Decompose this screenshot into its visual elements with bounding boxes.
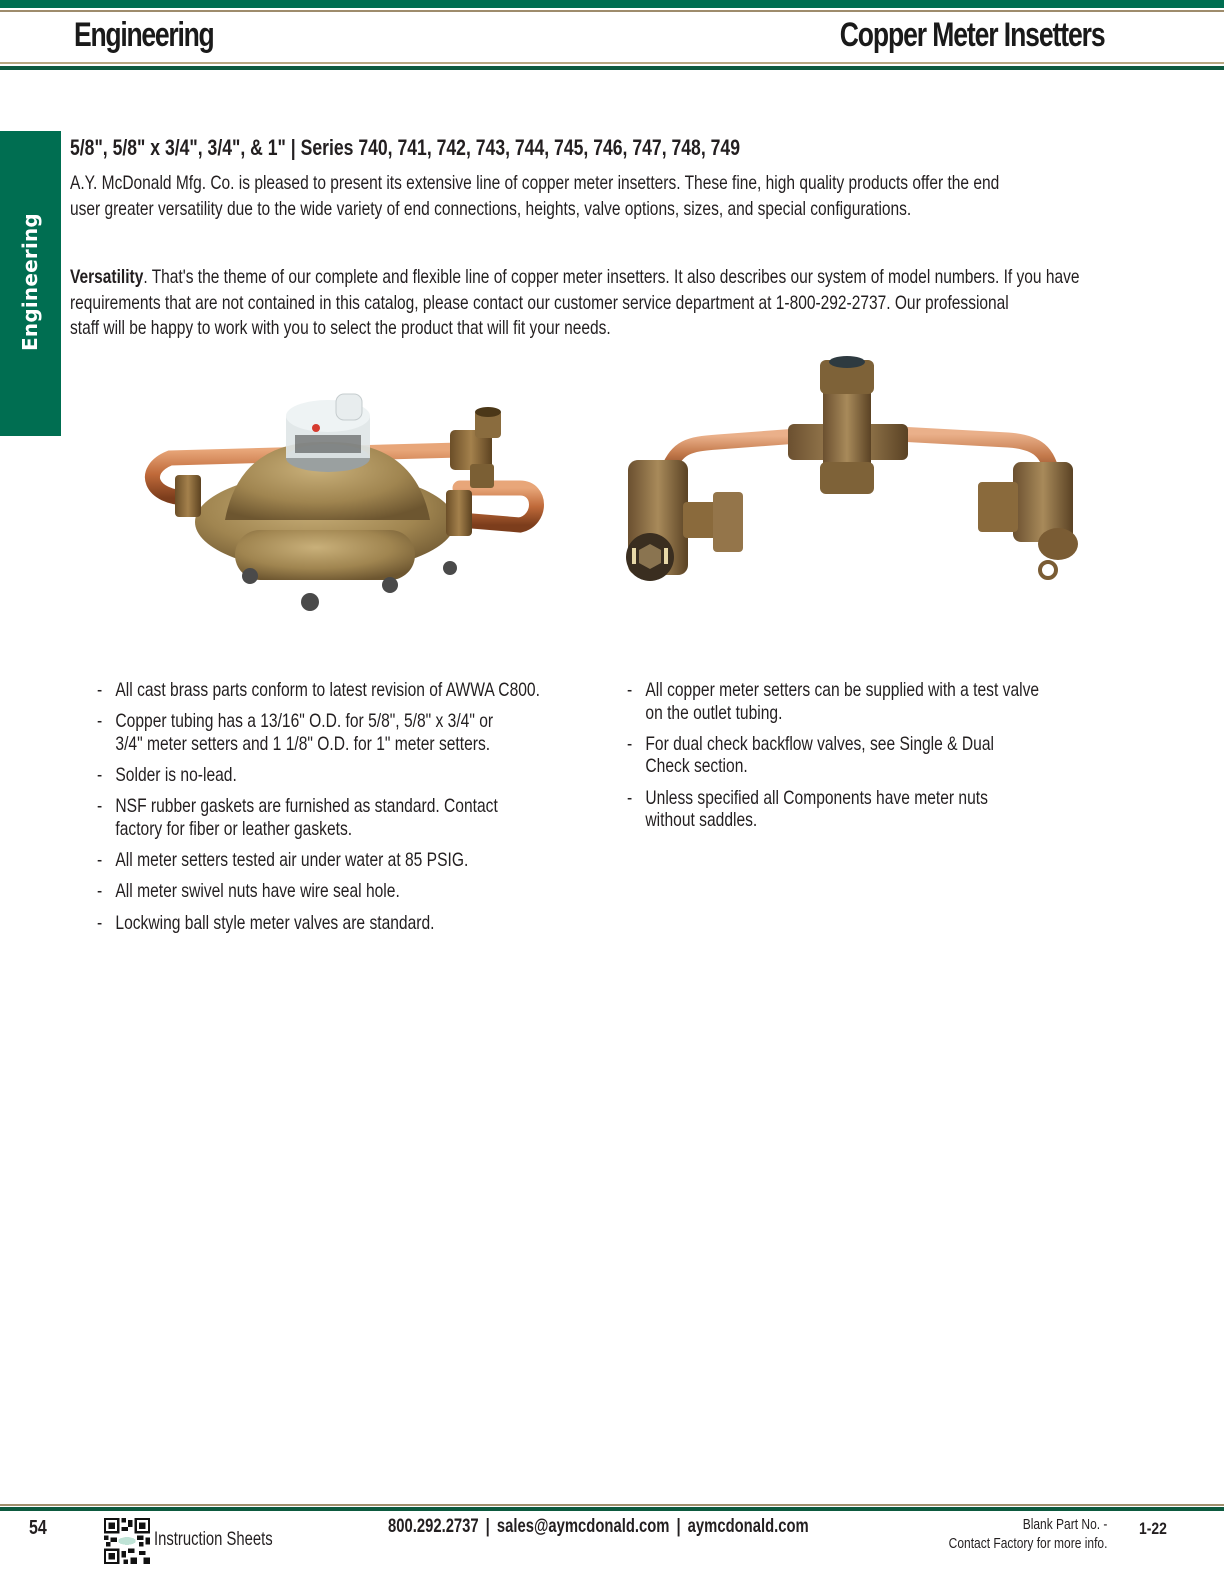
versatility-line bbox=[70, 265, 1105, 291]
bullet-dash: - bbox=[97, 795, 103, 818]
feature-list-right bbox=[627, 679, 1039, 840]
feature-item: - All meter setters tested air under water at 85 PSIG. bbox=[97, 849, 469, 872]
header-tan-rule bbox=[0, 10, 1224, 12]
bullet-dash: - bbox=[97, 764, 103, 787]
bullet-dash: - bbox=[627, 732, 633, 755]
feature-item: - Copper tubing has a 13/16" O.D. for 5/8", 5/8" x 3/4" or 3/4" meter setters and 1 1/8" O.D. for 1" meter setters. bbox=[97, 710, 494, 755]
feature-item: - Unless specified all Components have meter nuts without saddles. bbox=[627, 786, 988, 832]
feature-item: - All meter swivel nuts have wire seal hole. bbox=[97, 880, 400, 903]
intro-line: A.Y. McDonald Mfg. Co. is pleased to present its extensive line of copper meter insetters. These fine, high quality products offer the end bbox=[70, 172, 1000, 194]
feature-item: - All cast brass parts conform to latest revision of AWWA C800. bbox=[97, 679, 540, 701]
series-title: 5/8", 5/8" x 3/4", 3/4", & 1" | Series 740, 741, 742, 743, 744, 745, 746, 747, 748, 749 bbox=[70, 135, 740, 160]
feature-item: - NSF rubber gaskets are furnished as standard. Contact factory for fiber or leather gaskets. bbox=[97, 795, 498, 840]
bullet-dash: - bbox=[97, 849, 103, 872]
meter-insetter-with-valves-image bbox=[608, 352, 1098, 592]
instruction-sheets-link[interactable]: Instruction Sheets bbox=[154, 1529, 273, 1550]
bullet-dash: - bbox=[97, 911, 103, 934]
versatility-text: . That's the theme of our complete and flexible line of copper meter insetters. It also describes our system of model numbers. If you have bbox=[143, 266, 1080, 288]
header-green-rule-bottom bbox=[0, 66, 1224, 70]
feature-item: - Lockwing ball style meter valves are standard. bbox=[97, 911, 435, 934]
feature-item: - All copper meter setters can be supplied with a test valve on the outlet tubing. bbox=[627, 679, 1040, 724]
page-number: 54 bbox=[29, 1517, 47, 1539]
feature-item: - For dual check backflow valves, see Single & Dual Check section. bbox=[627, 732, 994, 778]
section-heading: Engineering bbox=[74, 16, 214, 54]
bullet-dash: - bbox=[97, 880, 103, 903]
header-tan-rule-bottom bbox=[0, 62, 1224, 64]
bullet-dash: - bbox=[627, 786, 633, 809]
bullet-dash: - bbox=[627, 679, 633, 701]
qr-code-icon[interactable] bbox=[104, 1518, 150, 1564]
feature-item: - Solder is no-lead. bbox=[97, 764, 237, 787]
blank-part-note: Blank Part No. - Contact Factory for more info. bbox=[948, 1516, 1107, 1552]
versatility-paragraph bbox=[70, 265, 1105, 342]
separator: | bbox=[676, 1516, 681, 1537]
separator: | bbox=[485, 1516, 490, 1537]
footer-contact bbox=[388, 1516, 809, 1538]
versatility-line: staff will be happy to work with you to select the product that will fit your needs. bbox=[70, 317, 611, 339]
footer-website[interactable]: aymcdonald.com bbox=[687, 1516, 809, 1537]
versatility-line: requirements that are not contained in this catalog, please contact our customer service department at 1-800-292-2737. Our professional bbox=[70, 291, 1009, 314]
feature-list-left bbox=[97, 679, 540, 943]
bullet-dash: - bbox=[97, 679, 103, 701]
page-title: Copper Meter Insetters bbox=[840, 16, 1105, 54]
part-code: 1-22 bbox=[1139, 1519, 1167, 1538]
footer-email[interactable]: sales@aymcdonald.com bbox=[496, 1516, 670, 1537]
footer-phone[interactable]: 800.292.2737 bbox=[388, 1516, 479, 1537]
bullet-dash: - bbox=[97, 710, 103, 733]
side-tab-label: Engineering bbox=[18, 213, 42, 351]
meter-insetter-with-water-meter-image bbox=[130, 380, 550, 620]
intro-paragraph bbox=[70, 171, 1105, 222]
footer-tan-rule bbox=[0, 1504, 1224, 1506]
footer-green-rule bbox=[0, 1507, 1224, 1511]
intro-line: user greater versatility due to the wide variety of end connections, heights, valve options, sizes, and special configurations. bbox=[70, 197, 912, 220]
header-green-band bbox=[0, 0, 1224, 8]
versatility-lead: Versatility bbox=[70, 266, 144, 288]
